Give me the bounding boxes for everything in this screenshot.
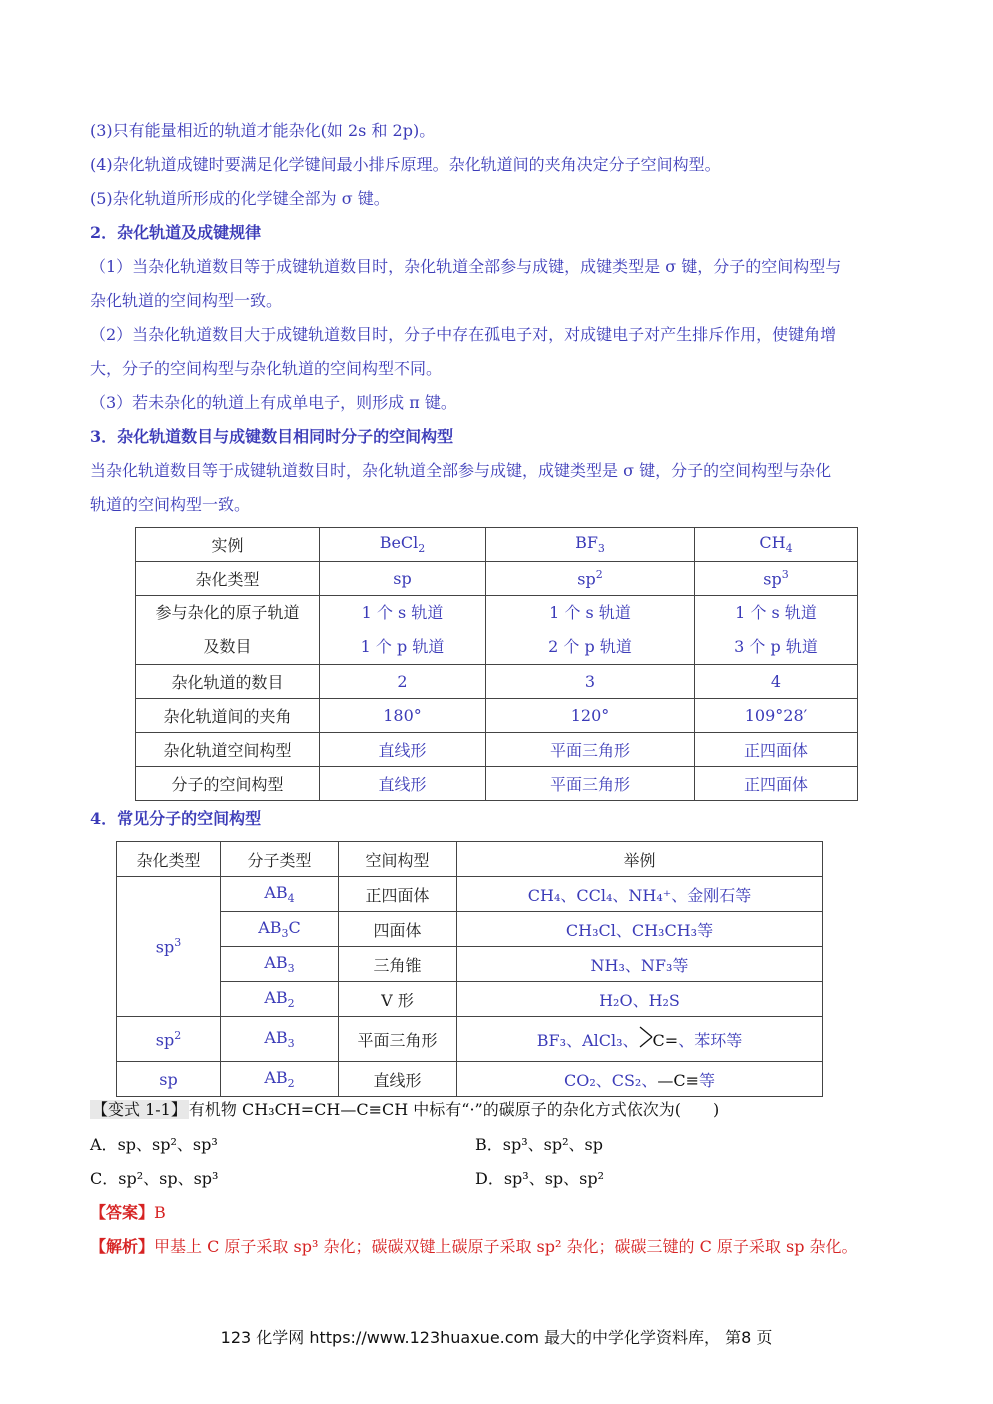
row-label: 杂化类型 bbox=[136, 562, 320, 596]
table-cell: $AB_3$ bbox=[221, 1017, 339, 1062]
table-cell: 180° bbox=[320, 699, 486, 733]
table-cell: BF₃、AlCl₃、 C=、苯环等 bbox=[457, 1017, 823, 1062]
table-cell: 109°28′ bbox=[695, 699, 858, 733]
table-cell: 正四面体 bbox=[339, 877, 457, 912]
hybridization-table bbox=[135, 527, 858, 801]
branch-bonds-icon bbox=[639, 1025, 653, 1049]
table-cell: 3 bbox=[486, 665, 695, 699]
intro-line-4: (4)杂化轨道成键时要满足化学键间最小排斥原理。杂化轨道间的夹角决定分子空间构型。 bbox=[90, 155, 721, 174]
table-cell: CH₄、CCl₄、NH₄⁺、金刚石等 bbox=[457, 877, 823, 912]
section-2-line: 杂化轨道的空间构型一致。 bbox=[90, 291, 283, 310]
row-label: 杂化轨道的数目 bbox=[136, 665, 320, 699]
answer-line: 【答案】B bbox=[90, 1203, 166, 1222]
hybrid-type-cell: sp bbox=[117, 1062, 221, 1097]
table-cell: 1 个 s 轨道 2 个 p 轨道 bbox=[486, 596, 695, 665]
question-stem: 【变式 1-1】 有机物 CH₃CH=CH—C≡CH 中标有“·”的碳原子的杂化方式依次为( ) bbox=[92, 1100, 720, 1119]
row-label: 参与杂化的原子轨道 及数目 bbox=[136, 596, 320, 665]
molecule-shape-table bbox=[116, 841, 823, 1097]
table-cell: 三角锥 bbox=[339, 947, 457, 982]
table-cell: $AB_2$ bbox=[221, 1062, 339, 1097]
section-2-line: （1）当杂化轨道数目等于成键轨道数目时，杂化轨道全部参与成键，成键类型是 σ 键，分子的空间构型与 bbox=[90, 257, 842, 276]
table-cell: 2 bbox=[320, 665, 486, 699]
option-b: B．sp³、sp²、sp bbox=[475, 1135, 603, 1154]
section-2-line: （2）当杂化轨道数目大于成键轨道数目时，分子中存在孤电子对，对成键电子对产生排斥作用，使键角增 bbox=[90, 325, 837, 344]
table-cell: 平面三角形 bbox=[339, 1017, 457, 1062]
table-header: $BF_3$ bbox=[486, 528, 695, 562]
hybrid-type-cell: $sp^3$ bbox=[117, 877, 221, 1017]
page-footer: 123 化学网 https://www.123huaxue.com 最大的中学化学资料库， 第8 页 bbox=[220, 1328, 773, 1347]
table-cell: 正四面体 bbox=[695, 733, 858, 767]
table-cell: 四面体 bbox=[339, 912, 457, 947]
table-cell: $sp^2$ bbox=[486, 562, 695, 596]
alkene-carbon-structure: C= bbox=[639, 1031, 679, 1050]
table-cell: 直线形 bbox=[339, 1062, 457, 1097]
table-cell: $AB_2$ bbox=[221, 982, 339, 1017]
question-tag: 【变式 1-1】 bbox=[92, 1100, 187, 1119]
row-label: 杂化轨道空间构型 bbox=[136, 733, 320, 767]
table-cell: 直线形 bbox=[320, 733, 486, 767]
table-cell: 1 个 s 轨道 3 个 p 轨道 bbox=[695, 596, 858, 665]
row-label: 分子的空间构型 bbox=[136, 767, 320, 801]
section-2-line: 大，分子的空间构型与杂化轨道的空间构型不同。 bbox=[90, 359, 443, 378]
table-header: 空间构型 bbox=[339, 842, 457, 877]
table-cell: V 形 bbox=[339, 982, 457, 1017]
row-label: 杂化轨道间的夹角 bbox=[136, 699, 320, 733]
intro-line-5: (5)杂化轨道所形成的化学键全部为 σ 键。 bbox=[90, 189, 390, 208]
table-header: BeCl$_2$ bbox=[320, 528, 486, 562]
section-4-heading: 4．常见分子的空间构型 bbox=[90, 809, 262, 828]
intro-line-3: (3)只有能量相近的轨道才能杂化(如 2s 和 2p)。 bbox=[90, 121, 436, 140]
table-cell: 4 bbox=[695, 665, 858, 699]
section-2-heading: 2．杂化轨道及成键规律 bbox=[90, 223, 262, 242]
analysis-line: 【解析】甲基上 C 原子采取 sp³ 杂化；碳碳双键上碳原子采取 sp² 杂化；碳碳三键的 C 原子采取 sp 杂化。 bbox=[90, 1237, 858, 1256]
molecule-formula: CH₃CH=CH—C≡CH bbox=[241, 1100, 409, 1119]
table-cell: $AB_4$ bbox=[221, 877, 339, 912]
table-cell: $AB_3C$ bbox=[221, 912, 339, 947]
section-3-line: 轨道的空间构型一致。 bbox=[90, 495, 251, 514]
section-3-line: 当杂化轨道数目等于成键轨道数目时，杂化轨道全部参与成键，成键类型是 σ 键，分子的空间构型与杂化 bbox=[90, 461, 832, 480]
table-header: $CH_4$ bbox=[695, 528, 858, 562]
table-header: 分子类型 bbox=[221, 842, 339, 877]
table-cell: $sp^3$ bbox=[695, 562, 858, 596]
option-d: D．sp³、sp、sp² bbox=[475, 1169, 605, 1188]
table-cell: H₂O、H₂S bbox=[457, 982, 823, 1017]
table-cell: 1 个 s 轨道 1 个 p 轨道 bbox=[320, 596, 486, 665]
section-3-heading: 3．杂化轨道数目与成键数目相同时分子的空间构型 bbox=[90, 427, 454, 446]
table-header: 举例 bbox=[457, 842, 823, 877]
section-2-line: （3）若未杂化的轨道上有成单电子，则形成 π 键。 bbox=[90, 393, 457, 412]
option-c: C．sp²、sp、sp³ bbox=[90, 1169, 219, 1188]
table-cell: 平面三角形 bbox=[486, 767, 695, 801]
table-cell: CO₂、CS₂、—C≡等 bbox=[457, 1062, 823, 1097]
table-header: 实例 bbox=[136, 528, 320, 562]
table-cell: sp bbox=[320, 562, 486, 596]
table-cell: 正四面体 bbox=[695, 767, 858, 801]
table-cell: 平面三角形 bbox=[486, 733, 695, 767]
hybrid-type-cell: $sp^2$ bbox=[117, 1017, 221, 1062]
table-cell: NH₃、NF₃等 bbox=[457, 947, 823, 982]
alkyne-carbon-structure: —C≡ bbox=[657, 1070, 700, 1090]
option-a: A．sp、sp²、sp³ bbox=[90, 1135, 218, 1154]
table-cell: 直线形 bbox=[320, 767, 486, 801]
table-cell: 120° bbox=[486, 699, 695, 733]
table-header: 杂化类型 bbox=[117, 842, 221, 877]
table-cell: CH₃Cl、CH₃CH₃等 bbox=[457, 912, 823, 947]
table-cell: $AB_3$ bbox=[221, 947, 339, 982]
